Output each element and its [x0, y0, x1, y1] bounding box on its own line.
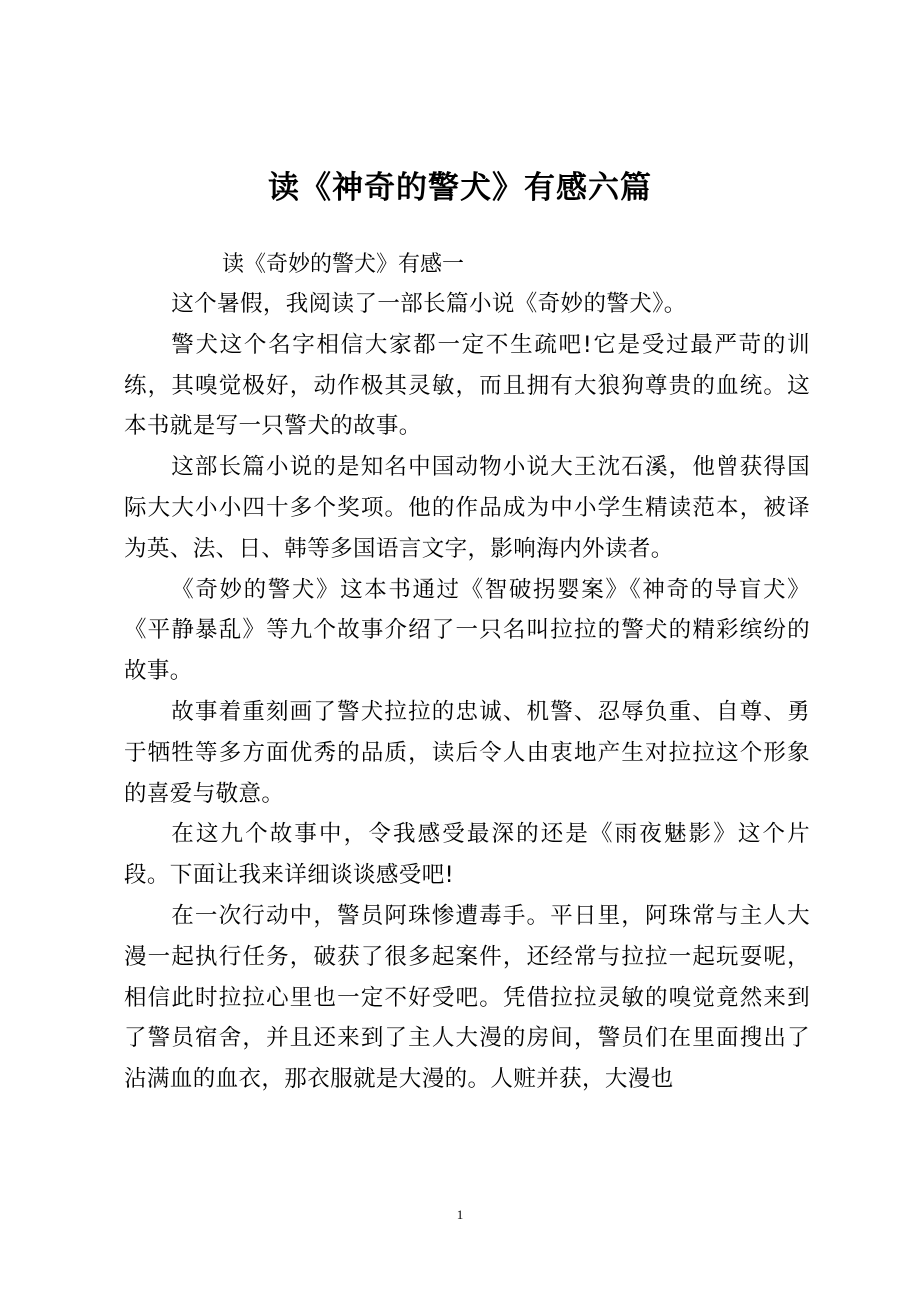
paragraph: 《奇妙的警犬》这本书通过《智破拐婴案》《神奇的导盲犬》《平静暴乱》等九个故事介绍了一只名叫拉拉的警犬的精彩缤纷的故事。: [124, 576, 810, 685]
page-number: 1: [456, 1207, 464, 1222]
paragraph: 在一次行动中，警员阿珠惨遭毒手。平日里，阿珠常与主人大漫一起执行任务，破获了很多起案件，还经常与拉拉一起玩耍呢，相信此时拉拉心里也一定不好受吧。凭借拉拉灵敏的嗅觉竟然来到了警员宿舍，并且还来到了主人大漫的房间，警员们在里面搜出了沾满血的血衣，那衣服就是大漫的。人赃并获，大漫也: [124, 902, 810, 1093]
paragraph: 故事着重刻画了警犬拉拉的忠诚、机警、忍辱负重、自尊、勇于牺牲等多方面优秀的品质，读后令人由衷地产生对拉拉这个形象的喜爱与敬意。: [124, 698, 810, 807]
document-title: 读《神奇的警犬》有感六篇: [268, 170, 652, 206]
paragraph: 警犬这个名字相信大家都一定不生疏吧!它是受过最严苛的训练，其嗅觉极好，动作极其灵敏，而且拥有大狼狗尊贵的血统。这本书就是写一只警犬的故事。: [124, 331, 810, 440]
paragraph: 这部长篇小说的是知名中国动物小说大王沈石溪，他曾获得国际大大小小四十多个奖项。他的作品成为中小学生精读范本，被译为英、法、日、韩等多国语言文字，影响海内外读者。: [124, 454, 810, 562]
section-subtitle: 读《奇妙的警犬》有感一: [222, 252, 465, 277]
paragraph: 这个暑假，我阅读了一部长篇小说《奇妙的警犬》。: [171, 291, 687, 317]
document-body: [124, 284, 810, 1100]
paragraph: 在这九个故事中，令我感受最深的还是《雨夜魅影》这个片段。下面让我来详细谈谈感受吧!: [124, 821, 810, 889]
